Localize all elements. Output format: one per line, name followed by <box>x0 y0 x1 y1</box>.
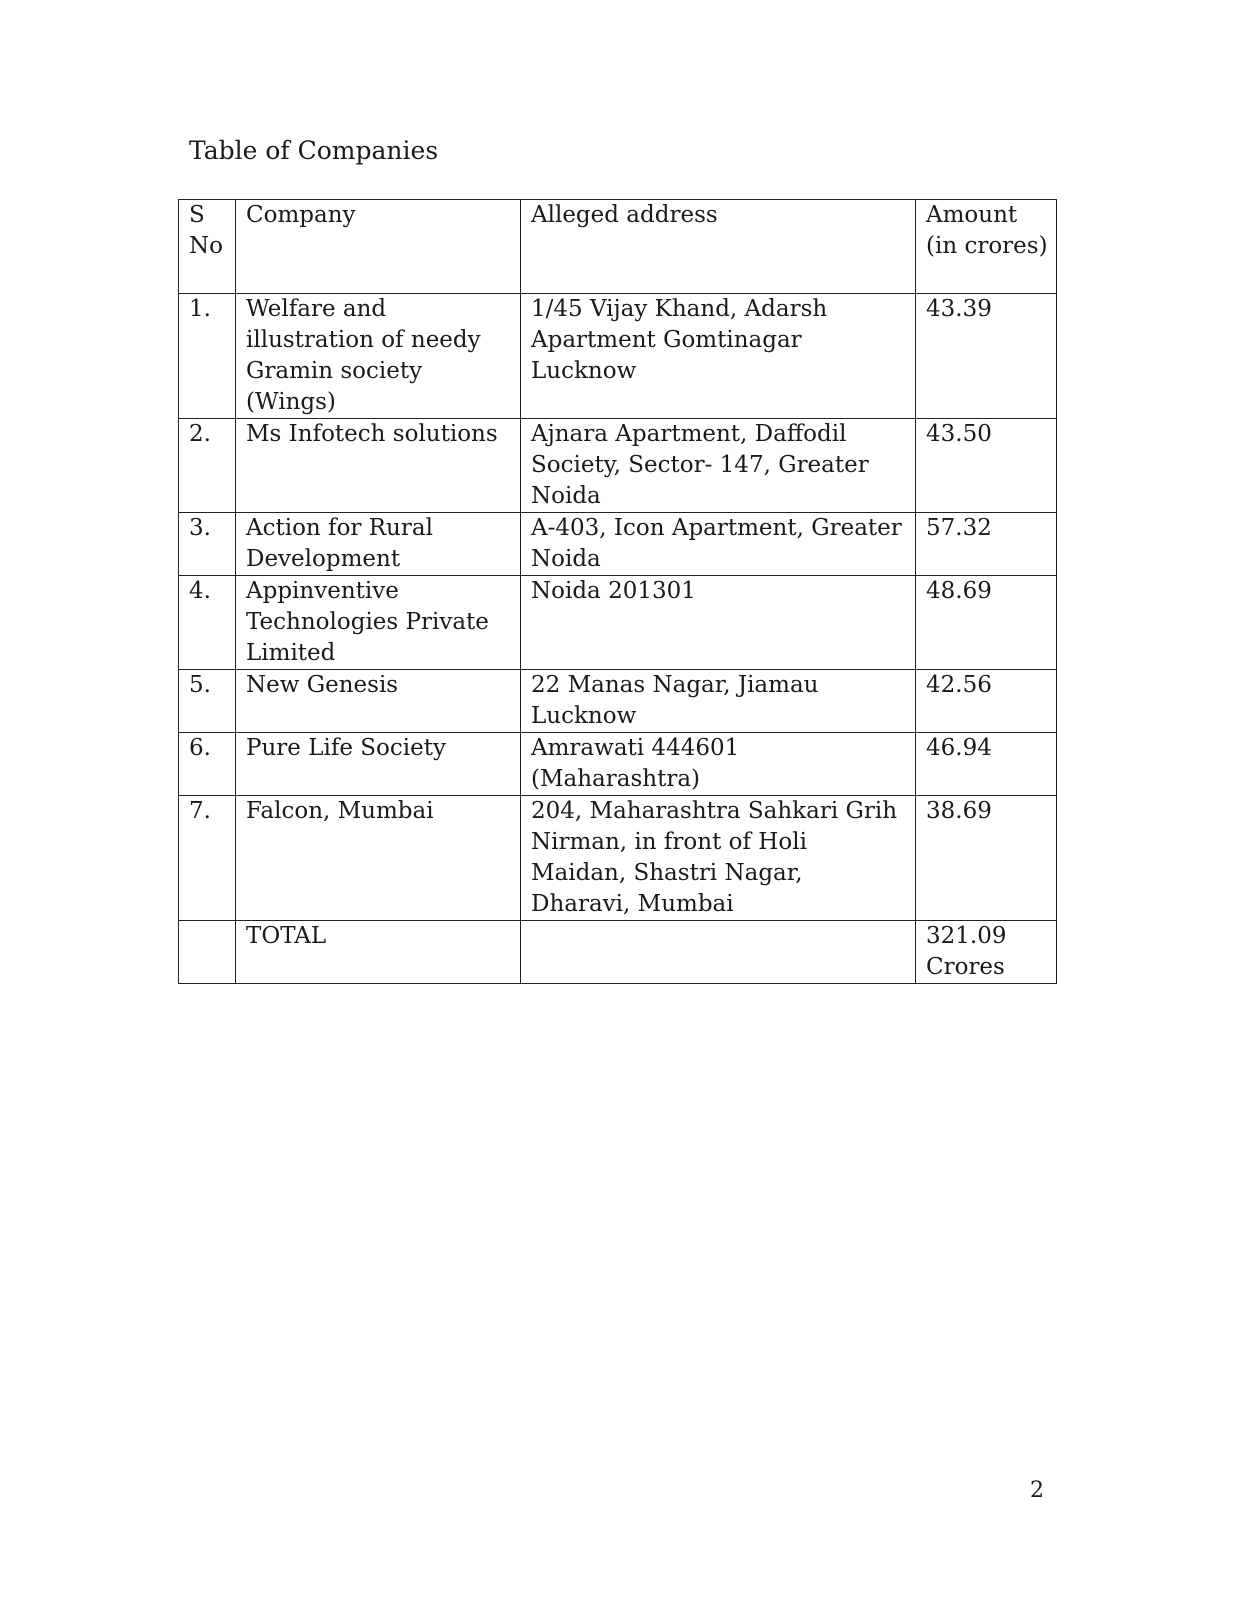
cell-amount: 48.69 <box>916 576 1057 670</box>
cell-sno-empty <box>179 921 236 984</box>
cell-amount: 43.39 <box>916 294 1057 419</box>
table-row <box>179 294 1057 419</box>
cell-address: 1/45 Vijay Khand, Adarsh Apartment Gomtinagar Lucknow <box>521 294 916 419</box>
document-title: Table of Companies <box>189 136 439 165</box>
cell-address: 22 Manas Nagar, Jiamau Lucknow <box>521 670 916 733</box>
cell-company: Falcon, Mumbai <box>236 796 521 921</box>
header-sno: S No <box>179 200 236 294</box>
cell-amount: 46.94 <box>916 733 1057 796</box>
cell-address: Noida 201301 <box>521 576 916 670</box>
header-amount: Amount (in crores) <box>916 200 1057 294</box>
cell-address-empty <box>521 921 916 984</box>
table-total-row <box>179 921 1057 984</box>
cell-address: A-403, Icon Apartment, Greater Noida <box>521 513 916 576</box>
cell-amount: 38.69 <box>916 796 1057 921</box>
cell-company: Action for Rural Development <box>236 513 521 576</box>
header-address: Alleged address <box>521 200 916 294</box>
cell-sno: 6. <box>179 733 236 796</box>
cell-address: Amrawati 444601 (Maharashtra) <box>521 733 916 796</box>
table-row <box>179 576 1057 670</box>
cell-company: New Genesis <box>236 670 521 733</box>
cell-sno: 3. <box>179 513 236 576</box>
table-row <box>179 513 1057 576</box>
companies-table <box>178 199 1057 984</box>
table-row <box>179 670 1057 733</box>
cell-address: 204, Maharashtra Sahkari Grih Nirman, in front of Holi Maidan, Shastri Nagar, Dharavi, Mumbai <box>521 796 916 921</box>
cell-company: Pure Life Society <box>236 733 521 796</box>
cell-sno: 5. <box>179 670 236 733</box>
table-row <box>179 419 1057 513</box>
table-row <box>179 733 1057 796</box>
cell-address: Ajnara Apartment, Daffodil Society, Sector- 147, Greater Noida <box>521 419 916 513</box>
cell-amount: 43.50 <box>916 419 1057 513</box>
cell-amount: 42.56 <box>916 670 1057 733</box>
total-amount: 321.09 Crores <box>916 921 1057 984</box>
cell-company: Appinventive Technologies Private Limited <box>236 576 521 670</box>
table-row <box>179 796 1057 921</box>
page-number: 2 <box>1030 1478 1044 1503</box>
cell-sno: 1. <box>179 294 236 419</box>
cell-sno: 2. <box>179 419 236 513</box>
cell-company: Welfare and illustration of needy Gramin society (Wings) <box>236 294 521 419</box>
table-header-row <box>179 200 1057 294</box>
cell-sno: 4. <box>179 576 236 670</box>
total-label: TOTAL <box>236 921 521 984</box>
cell-amount: 57.32 <box>916 513 1057 576</box>
header-company: Company <box>236 200 521 294</box>
cell-company: Ms Infotech solutions <box>236 419 521 513</box>
cell-sno: 7. <box>179 796 236 921</box>
